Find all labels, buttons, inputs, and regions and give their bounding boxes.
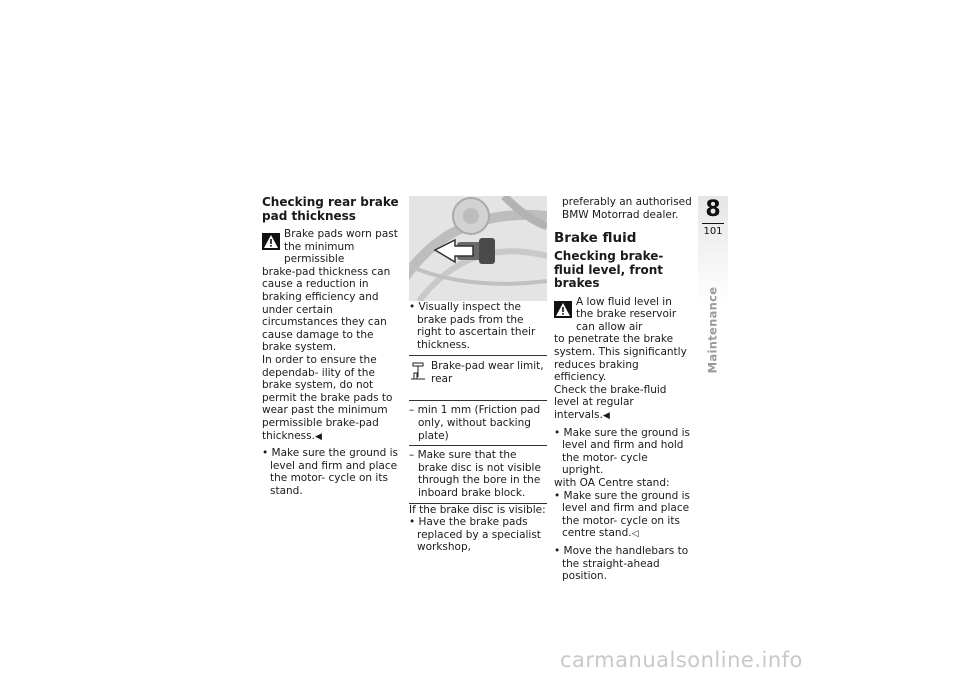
warning-text: to penetrate the brake system. This significantly reduces braking efficiency. [554,333,687,384]
instruction-hold-upright: • Make sure the ground is level and firm and hold the motor- cycle upright. [554,426,690,477]
spec-header-row [409,356,547,401]
warning-lead-text: Brake pads worn past the minimum permissible [284,228,398,266]
spec-min-thickness: – min 1 mm (Friction pad only, without backing plate) [409,404,541,442]
instruction-stand: • Make sure the ground is level and firm and place the motor- cycle on its stand. [262,447,398,497]
warning-triangle-icon [262,233,280,250]
instruction-inspect: • Visually inspect the brake pads from the right to ascertain their thickness. [409,301,536,351]
end-mark: ◀ [602,411,610,422]
brake-pad-measure-icon [409,359,427,381]
warning-lead-text: A low fluid level in the brake reservoir can allow air [576,295,677,333]
condition-disc-visible: If the brake disc is visible: [409,503,546,516]
spec-header-text: Brake-pad wear limit, rear [431,360,544,385]
instruction-handlebars: • Move the handlebars to the straight-ahead position. [554,544,689,583]
spec-row [409,446,547,503]
column-middle [409,196,547,554]
column-right [554,196,692,583]
spec-row [409,401,547,446]
page-number: 101 [703,226,723,237]
subheading-brake-fluid-level: Checking brake-fluid level, front brakes [554,249,664,291]
warning-paragraph-2: In order to ensure the dependab- ility of the brake system, do not permit the brake pads to wear past the minimum permissible brake-pad thickness.◀ [262,353,393,442]
instruction-centre-stand: • Make sure the ground is level and firm and place the motor- cycle on its centre stand.◁ [554,489,690,540]
watermark: carmanualsonline.info [560,648,803,672]
chapter-divider [702,223,724,224]
instruction-replace-pads: • Have the brake pads replaced by a specialist workshop, [409,516,541,554]
warning-text: brake-pad thickness can cause a reduction in braking efficiency and under certain circumstances they can cause damage to the brake system. [262,265,391,354]
continued-text: preferably an authorised BMW Motorrad dealer. [562,196,692,221]
chapter-number: 8 [705,197,721,222]
option-end-mark: ◁ [631,529,639,540]
option-centre-stand: with OA Centre stand: [554,477,670,489]
warning-block-brake-fluid [554,295,692,423]
warning-block-brake-pads [262,227,400,443]
section-label: Maintenance [705,286,720,374]
end-mark: ◀ [314,431,322,442]
spec-disc-check: – Make sure that the brake disc is not visible through the bore in the inboard brake block. [409,449,541,499]
brake-photo [409,196,547,301]
section-heading-brake-fluid: Brake fluid [554,230,637,247]
warning-paragraph-2: Check the brake-fluid level at regular intervals.◀ [554,383,667,422]
warning-triangle-icon [554,301,572,318]
spec-table [409,355,547,503]
section-heading-rear-brake-pad: Checking rear brake pad thickness [262,195,399,223]
column-left [262,196,400,497]
